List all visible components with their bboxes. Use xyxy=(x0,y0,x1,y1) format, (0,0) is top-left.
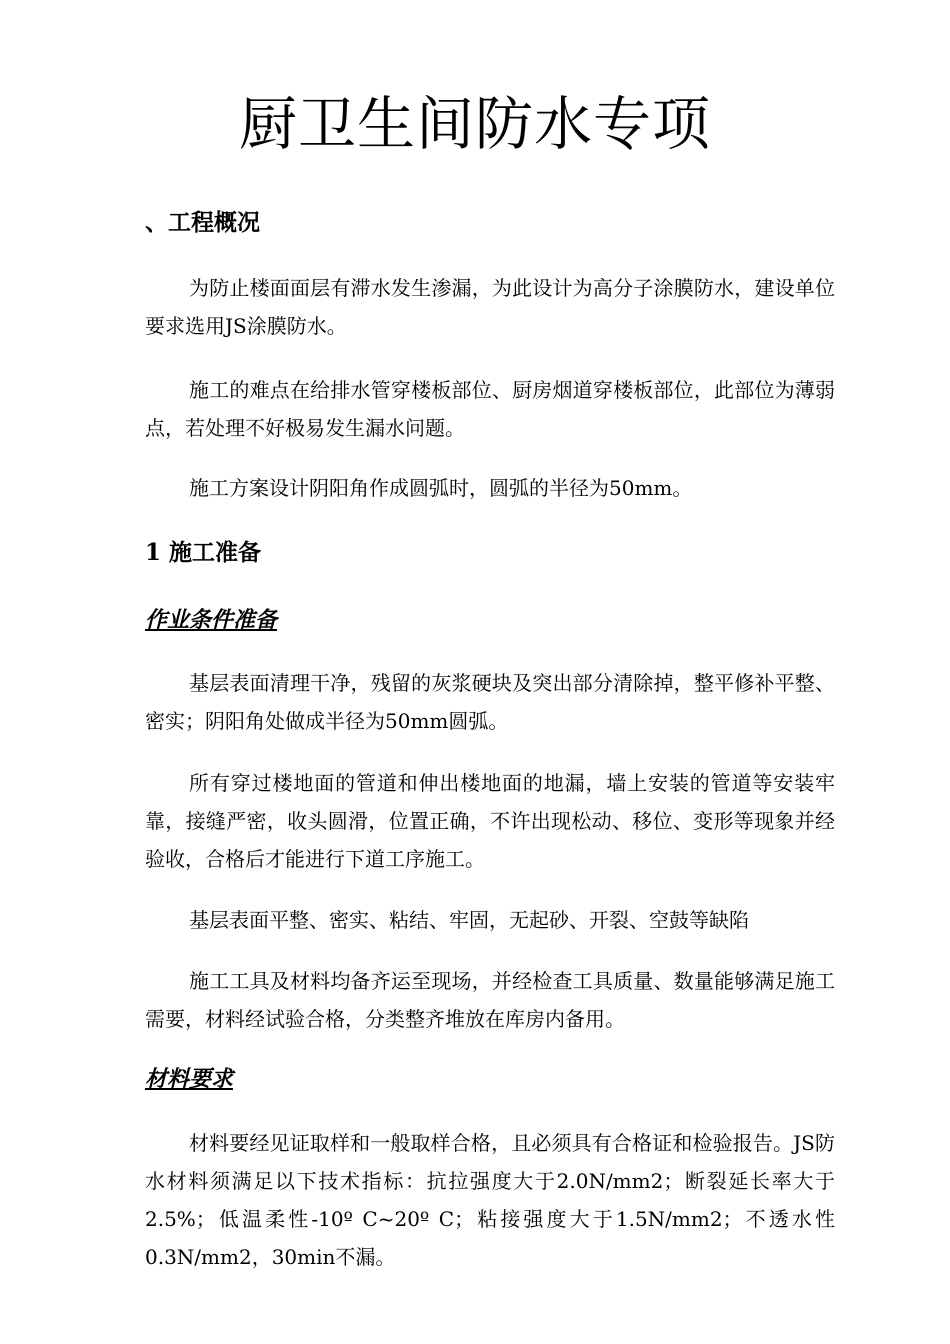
paragraph: 施工的难点在给排水管穿楼板部位、厨房烟道穿楼板部位，此部位为薄弱点，若处理不好极易发生漏水问题。 xyxy=(145,378,835,440)
paragraph: 施工工具及材料均备齐运至现场，并经检查工具质量、数量能够满足施工需要，材料经试验合格，分类整齐堆放在库房内备用。 xyxy=(145,969,835,1031)
paragraph: 材料要经见证取样和一般取样合格，且必须具有合格证和检验报告。JS防水材料须满足以下技术指标：抗拉强度大于2.0N/mm2；断裂延长率大于2.5%；低温柔性-10º C~20º C；粘接强度大于1.5N/mm2；不透水性0.3N/mm2，30min不漏。 xyxy=(145,1131,835,1269)
paragraph: 基层表面清理干净，残留的灰浆硬块及突出部分清除掉，整平修补平整、密实；阴阳角处做成半径为50mm圆弧。 xyxy=(145,671,835,733)
paragraph: 为防止楼面面层有滞水发生渗漏，为此设计为高分子涂膜防水，建设单位要求选用JS涂膜防水。 xyxy=(145,276,835,338)
section-heading-preparation: 1 施工准备 xyxy=(145,539,262,566)
paragraph: 所有穿过楼地面的管道和伸出楼地面的地漏，墙上安装的管道等安装牢靠，接缝严密，收头圆滑，位置正确，不许出现松动、移位、变形等现象并经验收，合格后才能进行下道工序施工。 xyxy=(145,771,835,871)
document-title: 厨卫生间防水专项 xyxy=(238,90,711,158)
section-heading-overview: 、工程概况 xyxy=(145,209,260,236)
paragraph: 施工方案设计阴阳角作成圆弧时，圆弧的半径为50mm。 xyxy=(189,476,693,500)
subsection-heading-conditions: 作业条件准备 xyxy=(145,607,278,633)
subsection-heading-materials: 材料要求 xyxy=(145,1066,234,1092)
paragraph: 基层表面平整、密实、粘结、牢固，无起砂、开裂、空鼓等缺陷 xyxy=(189,908,749,932)
